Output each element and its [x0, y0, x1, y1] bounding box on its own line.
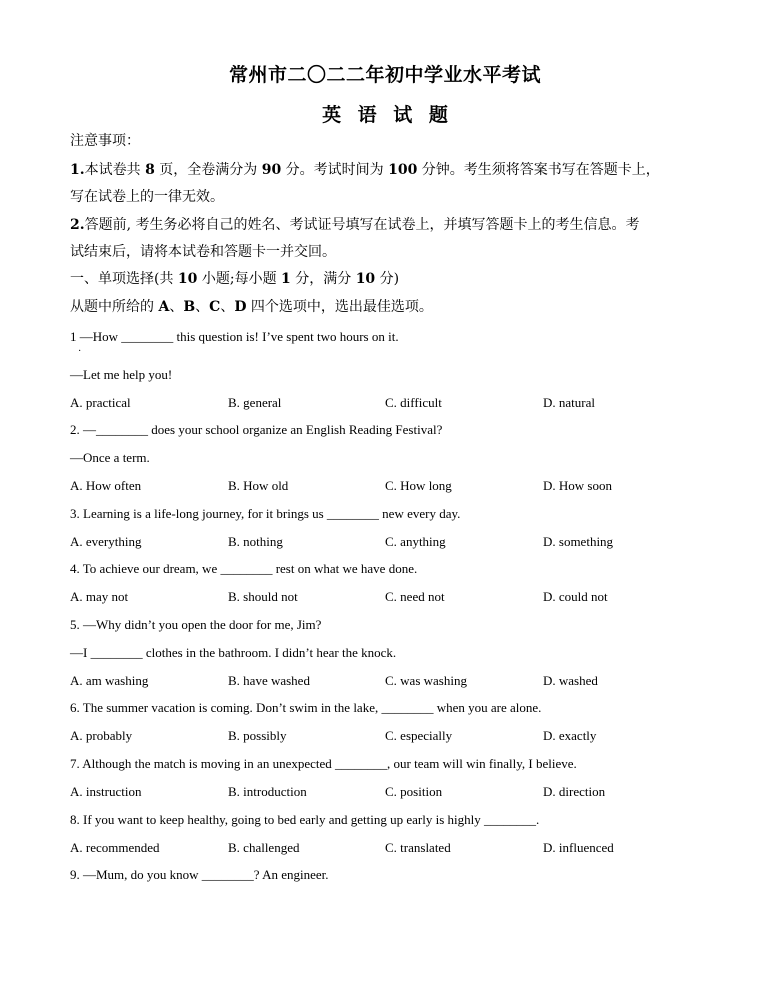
option-d[interactable]: D. influenced: [543, 840, 614, 855]
question-7-options: [70, 784, 710, 802]
question-1-options: [70, 395, 710, 413]
question-7-stem: 7. Although the match is moving in an unexpected ________, our team will win finally, I believe.: [70, 756, 577, 771]
question-1-stem: 1 —How ________ this question is! I’ve spent two hours on it.: [70, 329, 399, 344]
option-a[interactable]: A. am washing: [70, 673, 149, 688]
option-c[interactable]: C. especially: [385, 728, 453, 743]
question-3-options: [70, 534, 710, 552]
question-5-options: [70, 673, 710, 691]
option-b[interactable]: B. have washed: [228, 673, 310, 688]
option-d[interactable]: D. could not: [543, 589, 608, 604]
option-c[interactable]: C. difficult: [385, 395, 442, 410]
question-6-stem: 6. The summer vacation is coming. Don’t swim in the lake, ________ when you are alone.: [70, 700, 542, 715]
note-2-line-2: 试结束后，请将本试卷和答题卡一并交回。: [70, 244, 336, 260]
note-2-line-1: 2.答题前, 考生务必将自己的姓名、考试证号填写在试卷上，并填写答题卡上的考生信息。考: [70, 217, 640, 233]
option-a[interactable]: A. recommended: [70, 840, 160, 855]
option-d[interactable]: D. direction: [543, 784, 606, 799]
question-5-stem: 5. —Why didn’t you open the door for me, Jim?: [70, 617, 322, 632]
option-a[interactable]: A. everything: [70, 534, 142, 549]
option-b[interactable]: B. possibly: [228, 728, 287, 743]
question-8-options: [70, 840, 710, 858]
question-6-options: [70, 728, 710, 746]
option-b[interactable]: B. introduction: [228, 784, 307, 799]
question-2-response: —Once a term.: [70, 450, 150, 465]
question-4-options: [70, 589, 710, 607]
option-d[interactable]: D. natural: [543, 395, 595, 410]
exam-title: 常州市二〇二二年初中学业水平考试: [228, 64, 541, 86]
option-b[interactable]: B. challenged: [228, 840, 300, 855]
exam-subtitle: 英 语 试 题: [322, 104, 448, 126]
option-c[interactable]: C. need not: [385, 589, 445, 604]
option-c[interactable]: C. anything: [385, 534, 446, 549]
section-1-instruction: 从题中所给的 A、B、C、D 四个选项中，选出最佳选项。: [70, 299, 433, 315]
option-c[interactable]: C. How long: [385, 478, 452, 493]
notes-heading: 注意事项：: [70, 133, 140, 149]
question-2-stem: 2. —________ does your school organize an English Reading Festival?: [70, 422, 443, 437]
option-b[interactable]: B. general: [228, 395, 282, 410]
option-a[interactable]: A. How often: [70, 478, 142, 493]
option-c[interactable]: C. position: [385, 784, 443, 799]
option-d[interactable]: D. washed: [543, 673, 598, 688]
option-a[interactable]: A. instruction: [70, 784, 142, 799]
question-4-stem: 4. To achieve our dream, we ________ rest on what we have done.: [70, 561, 418, 576]
stray-dot: ·: [78, 346, 82, 357]
question-9-stem: 9. —Mum, do you know ________? An engineer.: [70, 867, 329, 882]
note-1-line-2: 写在试卷上的一律无效。: [70, 189, 224, 205]
option-a[interactable]: A. may not: [70, 589, 129, 604]
question-3-stem: 3. Learning is a life-long journey, for it brings us ________ new every day.: [70, 506, 461, 521]
option-d[interactable]: D. exactly: [543, 728, 597, 743]
section-1-heading: 一、单项选择(共 10 小题;每小题 1 分，满分 10 分): [70, 271, 400, 287]
note-1-line-1: 1.本试卷共 8 页，全卷满分为 90 分。考试时间为 100 分钟。考生须将答案书写在答题卡上，: [70, 162, 660, 178]
option-c[interactable]: C. translated: [385, 840, 451, 855]
option-b[interactable]: B. nothing: [228, 534, 283, 549]
option-d[interactable]: D. How soon: [543, 478, 612, 493]
question-5-response: —I ________ clothes in the bathroom. I didn’t hear the knock.: [70, 645, 397, 660]
option-c[interactable]: C. was washing: [385, 673, 467, 688]
option-a[interactable]: A. probably: [70, 728, 133, 743]
option-b[interactable]: B. How old: [228, 478, 289, 493]
option-d[interactable]: D. something: [543, 534, 614, 549]
question-1-response: —Let me help you!: [70, 367, 173, 382]
option-b[interactable]: B. should not: [228, 589, 298, 604]
question-2-options: [70, 478, 710, 496]
option-a[interactable]: A. practical: [70, 395, 131, 410]
question-8-stem: 8. If you want to keep healthy, going to bed early and getting up early is highly ________.: [70, 812, 540, 827]
